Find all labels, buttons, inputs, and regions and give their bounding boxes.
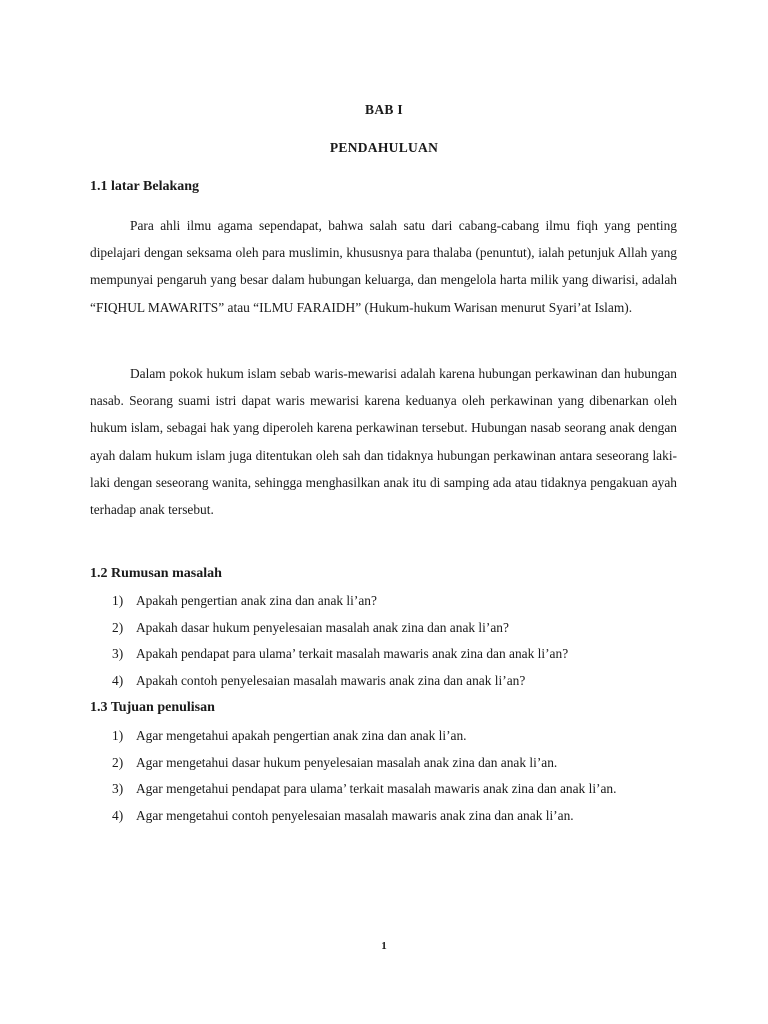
list-item-text: Apakah pendapat para ulama’ terkait masalah mawaris anak zina dan anak li’an?	[136, 646, 569, 661]
list-item-text: Agar mengetahui pendapat para ulama’ terkait masalah mawaris anak zina dan anak li’an.	[136, 781, 617, 796]
list-item-text: Agar mengetahui apakah pengertian anak zina dan anak li’an.	[136, 728, 467, 743]
list-item-text: Apakah contoh penyelesaian masalah mawaris anak zina dan anak li’an?	[136, 672, 526, 688]
list-item-number: 1)	[112, 593, 124, 608]
tujuan-penulisan-list	[90, 723, 690, 829]
list-item	[90, 723, 690, 750]
section-heading-latar-belakang: 1.1 latar Belakang	[90, 179, 200, 194]
list-item	[90, 588, 690, 615]
chapter-number: BAB I	[365, 102, 403, 117]
list-item	[90, 776, 690, 803]
section-heading-rumusan-masalah: 1.2 Rumusan masalah	[90, 566, 222, 581]
list-item	[90, 803, 690, 830]
list-item	[90, 615, 690, 642]
list-item-number: 1)	[112, 728, 124, 743]
section-heading-tujuan-penulisan: 1.3 Tujuan penulisan	[90, 700, 215, 715]
chapter-title: PENDAHULUAN	[329, 140, 439, 155]
list-item	[90, 641, 690, 668]
list-item-number: 2)	[112, 754, 124, 770]
rumusan-masalah-list	[90, 588, 690, 694]
list-item-number: 3)	[112, 781, 124, 796]
list-item-text: Apakah dasar hukum penyelesaian masalah anak zina dan anak li’an?	[136, 619, 509, 635]
list-item-text: Apakah pengertian anak zina dan anak li’an?	[136, 593, 377, 608]
list-item	[90, 668, 690, 695]
paragraph-2: Dalam pokok hukum islam sebab waris-mewarisi adalah karena hubungan perkawinan dan hubungan nasab. Seorang suami istri dapat waris mewarisi karena keduanya oleh perkawinan yang dibenarkan oleh hukum islam, sebagai hak yang diperoleh karena perkawinan tersebut. Hubungan nasab seorang anak dengan ayah dalam hukum islam juga ditentukan oleh sah dan tidaknya hubungan perkawinan antara seseorang laki-laki dengan seseorang wanita, sehingga menghasilkan anak itu di samping ada atau tidaknya pengakuan ayah terhadap anak tersebut.	[90, 366, 677, 518]
list-item-text: Agar mengetahui dasar hukum penyelesaian masalah anak zina dan anak li’an.	[136, 754, 558, 770]
list-item	[90, 750, 690, 777]
list-item-number: 3)	[112, 646, 124, 661]
page-number: 1	[381, 940, 387, 952]
list-item-number: 4)	[112, 807, 124, 823]
paragraph-1: Para ahli ilmu agama sependapat, bahwa salah satu dari cabang-cabang ilmu fiqh yang penting dipelajari dengan seksama oleh para muslimin, khususnya para thalaba (penuntut), ialah petunjuk Allah yang mempunyai pengaruh yang besar dalam hubungan keluarga, dan mengelola harta milik yang diwarisi, adalah “FIQHUL MAWARITS” atau “ILMU FARAIDH” (Hukum-hukum Warisan menurut Syari’at Islam).	[90, 218, 677, 315]
list-item-text: Agar mengetahui contoh penyelesaian masalah mawaris anak zina dan anak li’an.	[136, 807, 574, 823]
list-item-number: 4)	[112, 672, 124, 688]
list-item-number: 2)	[112, 619, 124, 635]
